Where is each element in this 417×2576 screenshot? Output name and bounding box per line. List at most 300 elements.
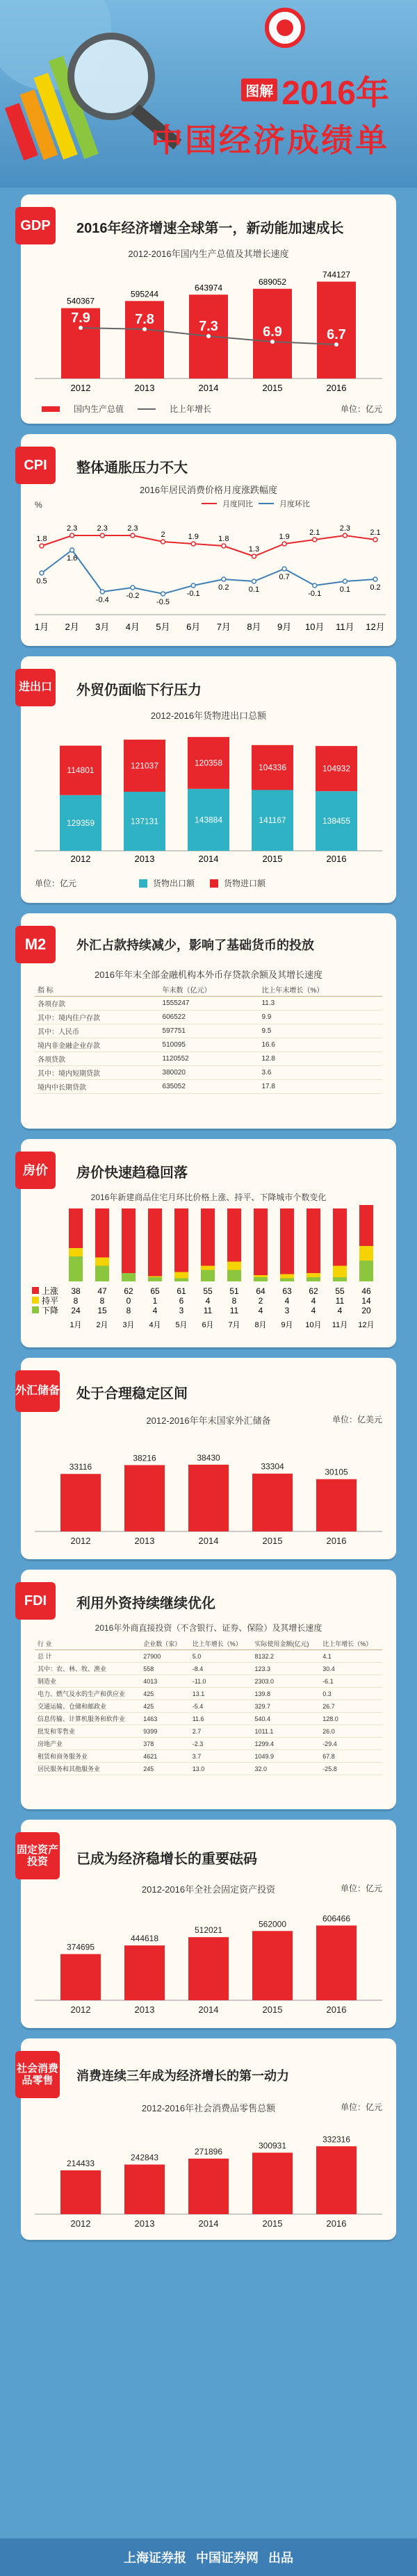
trade-export-label: 141167: [259, 815, 286, 826]
trade-export-label: 138455: [322, 816, 351, 826]
housing-up-value: 51: [229, 1286, 239, 1296]
fai-tick-label: 2012: [70, 2004, 91, 2015]
gdp-growth-point: [79, 326, 83, 330]
housing-up-bar: [280, 1208, 294, 1274]
trade-chart-title: 2012-2016年货物进出口总额: [150, 711, 267, 721]
cpi-point: [222, 544, 226, 548]
forex-value-label: 38430: [197, 1452, 220, 1463]
cpi-point: [282, 542, 286, 546]
footer-suffix: 出品: [268, 2551, 293, 2565]
m2-table-header-cell: 比上年末增长（%）: [259, 983, 382, 997]
fdi-table-cell: -8.4: [192, 1665, 204, 1672]
m2-table-cell: 597751: [162, 1027, 186, 1035]
fdi-table-cell: 123.3: [254, 1665, 271, 1672]
cpi-point: [161, 540, 165, 544]
housing-down-value: 4: [258, 1306, 263, 1315]
m2-table-cell: 1555247: [162, 999, 190, 1007]
fdi-table-row: [35, 1713, 382, 1725]
housing-flat-value: 14: [361, 1296, 371, 1306]
m2-table-row: [35, 1080, 382, 1094]
cpi-value-label: 2: [161, 531, 165, 539]
housing-up-value: 62: [309, 1286, 318, 1296]
fdi-table: [35, 1638, 382, 1775]
trade-tick-label: 2013: [134, 854, 155, 864]
retail-tick-label: 2013: [134, 2218, 155, 2229]
cpi-value-label: 2.3: [339, 524, 351, 533]
fdi-table-cell: -2.3: [192, 1740, 204, 1747]
fdi-table-cell: 32.0: [254, 1765, 268, 1772]
fdi-table-cell: 4621: [143, 1752, 158, 1760]
gdp-tick-label: 2013: [134, 383, 155, 393]
housing-down-value: 11: [203, 1306, 213, 1315]
gdp-legend: [42, 403, 211, 415]
gdp-growth-label: 7.8: [135, 312, 154, 327]
housing-down-value: 4: [152, 1306, 158, 1315]
m2-table-row: [35, 1052, 382, 1066]
forex-card: [15, 1358, 396, 1559]
cpi-value-label: 2.1: [309, 529, 320, 537]
fai-tick-label: 2014: [198, 2004, 219, 2015]
trade-tick-label: 2016: [326, 854, 347, 864]
housing-down-bar: [306, 1277, 320, 1281]
m2-table-cell: 9.9: [261, 1013, 272, 1021]
retail-bar: [60, 2170, 101, 2214]
fdi-table-header-cell: 比上年增长（%）: [190, 1638, 252, 1650]
fdi-table-cell: 4013: [143, 1677, 158, 1685]
fdi-table-cell: 30.4: [322, 1665, 335, 1672]
fdi-table-cell: 425: [143, 1702, 154, 1710]
fdi-table-cell: 540.4: [254, 1715, 271, 1722]
fdi-table-cell: 5.0: [192, 1652, 202, 1660]
fdi-badge: FDI: [15, 1582, 56, 1620]
housing-flat-bar: [254, 1275, 268, 1277]
housing-up-bar: [174, 1208, 188, 1272]
gdp-growth-point: [142, 327, 147, 331]
page-footer: [0, 2538, 417, 2576]
cpi-tick-label: 8月: [247, 622, 261, 632]
fdi-table-cell: 8132.2: [254, 1652, 275, 1660]
forex-tick-label: 2013: [134, 1536, 155, 1546]
fdi-table-cell: -25.8: [322, 1765, 337, 1772]
m2-table-row: [35, 1011, 382, 1024]
fai-card: [16, 1820, 396, 2028]
m2-table-cell: 境内中长期贷款: [38, 1084, 86, 1092]
housing-down-bar: [359, 1261, 373, 1281]
cpi-point: [40, 571, 44, 575]
trade-import-label: 104932: [322, 763, 351, 774]
housing-up-value: 64: [256, 1286, 265, 1296]
cpi-point: [191, 542, 195, 546]
cpi-point: [313, 583, 317, 588]
trade-import-label: 121037: [130, 761, 159, 771]
retail-chart-title: 2012-2016年社会消费品零售总额: [141, 2103, 276, 2113]
fai-unit: 单位：亿元: [340, 1884, 382, 1893]
trade-legend-export: 货物出口额: [153, 879, 195, 888]
fai-bar: [124, 1945, 165, 2000]
fdi-table-cell: 9399: [143, 1727, 158, 1735]
retail-value-label: 300931: [258, 2141, 287, 2151]
retail-bar: [124, 2165, 165, 2214]
housing-flat-bar: [148, 1277, 162, 1278]
fdi-table-cell: 居民服务和其他服务业: [38, 1765, 101, 1772]
gdp-value-label: 689052: [258, 276, 287, 287]
cpi-chart-title: 2016年居民消费价格月度涨跌幅度: [140, 485, 277, 495]
cpi-value-label: 0.2: [218, 583, 229, 592]
housing-tick-label: 1月: [70, 1321, 82, 1329]
m2-table-cell: 606522: [162, 1013, 186, 1021]
trade-import-label: 104336: [258, 763, 287, 773]
housing-tick-label: 10月: [305, 1321, 322, 1329]
housing-down-bar: [148, 1277, 162, 1281]
trade-legend-import: 货物进口额: [224, 879, 266, 888]
fdi-title: 利用外资持续继续优化: [76, 1596, 215, 1611]
gdp-title: 2016年经济增速全球第一，新动能加速成长: [76, 221, 344, 236]
cpi-tick-label: 12月: [366, 622, 385, 632]
housing-up-value: 55: [203, 1286, 213, 1296]
housing-tick-label: 3月: [122, 1321, 135, 1329]
cpi-value-label: 1.3: [248, 545, 260, 554]
m2-table-cell: 510095: [162, 1041, 186, 1049]
trade-import-label: 120358: [194, 758, 223, 768]
cpi-value-label: 1.8: [36, 535, 47, 543]
housing-down-bar: [280, 1279, 294, 1282]
gdp-value-label: 540367: [66, 296, 95, 306]
cpi-tick-label: 7月: [216, 622, 231, 632]
m2-table-cell: 12.8: [261, 1055, 275, 1063]
m2-card: [21, 913, 396, 1129]
cpi-value-label: 0.7: [279, 573, 290, 581]
cpi-tick-label: 11月: [336, 622, 354, 632]
cpi-point: [191, 583, 195, 588]
cpi-point: [70, 533, 74, 538]
retail-value-label: 332316: [322, 2134, 351, 2145]
retail-tick-label: 2015: [262, 2218, 283, 2229]
header-year: 2016年: [281, 75, 389, 112]
trade-card: [18, 656, 396, 903]
fai-value-label: 606466: [322, 1913, 351, 1924]
housing-flat-value: 6: [179, 1296, 184, 1306]
fdi-table-row: [35, 1675, 382, 1688]
m2-table-row: [35, 1038, 382, 1052]
fdi-table-header-cell: 比上年增长（%）: [320, 1638, 382, 1650]
fdi-table-cell: 139.8: [254, 1690, 271, 1697]
cpi-point: [343, 579, 347, 583]
m2-table-cell: 380020: [162, 1069, 186, 1077]
housing-flat-value: 8: [99, 1296, 105, 1306]
cpi-value-label: 0.1: [248, 585, 260, 594]
m2-table-cell: 1120552: [162, 1055, 189, 1063]
housing-up-bar: [306, 1208, 320, 1273]
forex-badge: 外汇储备: [15, 1370, 60, 1412]
housing-down-bar: [174, 1279, 188, 1282]
housing-down-value: 3: [284, 1306, 290, 1315]
retail-value-label: 271896: [194, 2147, 223, 2157]
housing-up-bar: [95, 1208, 109, 1258]
fdi-table-cell: 11.6: [192, 1715, 204, 1722]
cpi-point: [100, 533, 104, 538]
fdi-table-cell: 其中：农、林、牧、渔业: [38, 1665, 107, 1672]
housing-tick-label: 12月: [358, 1321, 375, 1329]
housing-up-bar: [227, 1208, 241, 1262]
trade-legend: [139, 877, 265, 889]
cpi-tick-label: 9月: [277, 622, 292, 632]
m2-table-cell: 境内非金融企业存款: [38, 1042, 100, 1050]
retail-bar: [252, 2152, 293, 2214]
housing-down-bar: [201, 1270, 215, 1282]
m2-table: [35, 983, 382, 1094]
housing-flat-value: 4: [284, 1296, 290, 1306]
fai-tick-label: 2016: [326, 2004, 347, 2015]
gdp-chart-title: 2012-2016年国内生产总值及其增长速度: [128, 249, 289, 259]
cpi-value-label: 0.5: [36, 577, 47, 585]
housing-up-bar: [148, 1208, 162, 1277]
fdi-table-cell: 26.7: [322, 1702, 335, 1710]
cpi-legend: [202, 498, 310, 509]
cpi-value-label: -0.5: [156, 598, 170, 606]
cpi-point: [252, 579, 256, 583]
m2-table-header-cell: 指 标: [35, 983, 160, 997]
fdi-card: [21, 1570, 396, 1809]
housing-up-value: 63: [282, 1286, 292, 1296]
fai-tick-label: 2013: [134, 2004, 155, 2015]
housing-flat-bar: [280, 1274, 294, 1279]
housing-tick-label: 9月: [281, 1321, 293, 1329]
cpi-tick-label: 2月: [65, 622, 79, 632]
fdi-table-row: [35, 1650, 382, 1663]
fdi-table-cell: 信息传输、计算机服务和软件业: [38, 1715, 126, 1722]
gdp-growth-label: 7.9: [71, 310, 90, 326]
fdi-table-cell: 总 计: [38, 1653, 52, 1660]
housing-legend-swatch: [32, 1297, 39, 1304]
footer-org1: 上海证券报: [124, 2551, 186, 2565]
housing-tick-label: 5月: [175, 1321, 188, 1329]
cpi-point: [282, 567, 286, 571]
housing-up-value: 65: [150, 1286, 160, 1296]
gdp-growth-point: [334, 342, 338, 347]
retail-tick-label: 2014: [198, 2218, 219, 2229]
cpi-point: [222, 577, 226, 581]
m2-table-cell: 635052: [162, 1083, 186, 1090]
fdi-table-header-cell: 行 业: [35, 1638, 140, 1650]
m2-table-cell: 其中：人民币: [38, 1029, 79, 1036]
cpi-series-line: [42, 535, 375, 556]
housing-card: [21, 1139, 396, 1347]
housing-down-bar: [69, 1256, 83, 1281]
fdi-table-cell: 电力、燃气及水的生产和供应业: [38, 1690, 126, 1697]
fai-chart: [21, 1896, 396, 2021]
m2-table-cell: 3.6: [261, 1069, 272, 1077]
cpi-value-label: 2.3: [127, 524, 138, 533]
fdi-table-cell: 425: [143, 1690, 154, 1697]
m2-table-row: [35, 1024, 382, 1038]
forex-tick-label: 2012: [70, 1536, 91, 1546]
m2-table-row: [35, 1066, 382, 1080]
fdi-table-header-cell: 企业数（家）: [140, 1638, 189, 1650]
fdi-table-row: [35, 1750, 382, 1763]
m2-title: 外汇占款持续减少，影响了基础货币的投放: [76, 938, 314, 952]
fai-bar: [60, 1954, 101, 2000]
housing-flat-bar: [227, 1262, 241, 1270]
fai-value-label: 512021: [194, 1925, 223, 1936]
cpi-value-label: 1.6: [66, 554, 78, 563]
cpi-tick-label: 6月: [186, 622, 201, 632]
fdi-table-cell: 128.0: [322, 1715, 338, 1722]
retail-chart: [21, 2113, 396, 2235]
trade-export-label: 129359: [66, 817, 95, 828]
cpi-point: [161, 592, 165, 596]
cpi-value-label: 1.8: [218, 535, 229, 543]
cpi-value-label: -0.4: [95, 596, 109, 604]
m2-table-title: 2016年年末全部金融机构本外币存贷款余额及其增长速度: [95, 970, 322, 980]
cpi-point: [131, 585, 135, 590]
cpi-value-label: -0.2: [126, 592, 140, 600]
trade-badge: 进出口: [15, 669, 56, 706]
gdp-tick-label: 2016: [326, 383, 347, 393]
retail-title: 消费连续三年成为经济增长的第一动力: [76, 2069, 289, 2083]
cpi-tick-label: 4月: [125, 622, 140, 632]
housing-flat-value: 0: [126, 1296, 131, 1306]
housing-flat-bar: [333, 1266, 347, 1278]
cpi-point: [131, 533, 135, 538]
gdp-growth-label: 7.3: [199, 319, 218, 334]
m2-table-cell: 17.8: [261, 1083, 275, 1090]
fai-bar: [252, 1931, 293, 2000]
housing-down-bar: [122, 1273, 136, 1281]
gdp-card: [21, 194, 396, 424]
forex-tick-label: 2015: [262, 1536, 283, 1546]
cpi-legend-mom: 月度环比: [279, 500, 310, 508]
fdi-table-cell: 制造业: [38, 1678, 57, 1685]
cpi-value-label: 2.1: [370, 529, 381, 537]
cpi-point: [373, 538, 377, 542]
gdp-tick-label: 2014: [198, 383, 219, 393]
trade-unit: 单位：亿元: [35, 879, 77, 888]
housing-down-value: 15: [97, 1306, 107, 1315]
housing-tick-label: 8月: [254, 1321, 267, 1329]
cpi-title: 整体通胀压力不大: [76, 460, 188, 476]
retail-value-label: 214433: [66, 2158, 95, 2168]
retail-card: [16, 2038, 396, 2240]
fdi-table-row: [35, 1763, 382, 1775]
trade-import-label: 114801: [67, 765, 95, 776]
fdi-table-cell: 26.0: [322, 1727, 335, 1735]
housing-down-value: 4: [337, 1306, 343, 1315]
m2-badge: M2: [15, 926, 56, 963]
fai-tick-label: 2015: [262, 2004, 283, 2015]
housing-up-bar: [254, 1208, 268, 1275]
m2-table-row: [35, 997, 382, 1011]
housing-up-bar: [69, 1208, 83, 1248]
fdi-table-cell: 交通运输、仓储和邮政业: [38, 1703, 107, 1710]
housing-up-bar: [201, 1208, 215, 1266]
housing-flat-value: 4: [311, 1296, 316, 1306]
cpi-point: [373, 577, 377, 581]
housing-legend-swatch: [32, 1306, 39, 1313]
cpi-value-label: 1.9: [188, 533, 199, 541]
forex-bar: [60, 1474, 101, 1531]
housing-flat-value: 8: [73, 1296, 79, 1306]
fai-bar: [188, 1937, 229, 2000]
m2-table-cell: 16.6: [261, 1041, 275, 1049]
trade-export-label: 137131: [130, 816, 159, 826]
gdp-legend-bar: 国内生产总值: [74, 404, 124, 414]
forex-tick-label: 2016: [326, 1536, 347, 1546]
trade-tick-label: 2012: [70, 854, 91, 864]
retail-tick-label: 2012: [70, 2218, 91, 2229]
retail-bar: [188, 2159, 229, 2214]
fdi-table-row: [35, 1663, 382, 1675]
housing-tick-label: 4月: [149, 1321, 161, 1329]
gdp-growth-point: [270, 340, 275, 344]
trade-title: 外贸仍面临下行压力: [76, 683, 202, 698]
m2-table-cell: 9.5: [261, 1027, 272, 1035]
trade-chart: [21, 726, 396, 865]
cpi-point: [40, 544, 44, 548]
forex-tick-label: 2014: [198, 1536, 219, 1546]
fdi-table-cell: -6.1: [322, 1677, 334, 1685]
retail-value-label: 242843: [130, 2152, 159, 2163]
forex-bar: [124, 1465, 165, 1531]
gdp-unit: 单位：亿元: [340, 404, 382, 414]
gdp-tick-label: 2012: [70, 383, 91, 393]
m2-table-cell: 11.3: [261, 999, 275, 1007]
housing-up-value: 55: [335, 1286, 345, 1296]
fdi-table-header-cell: 实际使用金额(亿元): [252, 1638, 320, 1650]
retail-bar: [316, 2146, 357, 2214]
cpi-chart: [21, 510, 396, 639]
gdp-value-label: 595244: [130, 289, 159, 299]
fdi-table-cell: 租赁和商务服务业: [38, 1753, 88, 1760]
gdp-tick-label: 2015: [262, 383, 283, 393]
cpi-value-label: 1.9: [279, 533, 290, 541]
forex-unit: 单位：亿美元: [332, 1415, 382, 1424]
cpi-card: [21, 434, 396, 646]
fdi-table-cell: 13.1: [192, 1690, 205, 1697]
cpi-value-label: -0.1: [308, 590, 322, 598]
housing-down-value: 11: [229, 1306, 239, 1315]
forex-chart-title: 2012-2016年年末国家外汇储备: [146, 1415, 271, 1426]
housing-flat-bar: [359, 1246, 373, 1261]
fai-badge: 固定资产投资: [15, 1832, 60, 1879]
housing-down-bar: [227, 1270, 241, 1282]
housing-chart: [21, 1205, 396, 1344]
forex-chart: [21, 1427, 396, 1552]
cpi-tick-label: 3月: [95, 622, 110, 632]
housing-flat-value: 1: [152, 1296, 158, 1306]
cpi-value-label: 2.3: [97, 524, 108, 533]
cpi-value-label: 0.1: [339, 585, 351, 594]
fdi-table-cell: 329.7: [254, 1702, 271, 1710]
trade-export-label: 143884: [194, 815, 223, 825]
cpi-value-label: 0.2: [370, 583, 381, 592]
housing-flat-bar: [174, 1272, 188, 1279]
housing-down-value: 20: [361, 1306, 371, 1315]
housing-legend-swatch: [32, 1287, 39, 1294]
housing-tick-label: 11月: [332, 1321, 348, 1329]
fdi-table-cell: 558: [143, 1665, 154, 1672]
housing-tick-label: 6月: [202, 1321, 214, 1329]
housing-flat-bar: [201, 1266, 215, 1270]
forex-bar: [252, 1474, 293, 1531]
gdp-value-label: 643974: [194, 283, 223, 293]
housing-flat-value: 8: [231, 1296, 237, 1306]
gdp-chart: [21, 260, 396, 399]
fdi-table-cell: 2303.0: [254, 1677, 275, 1685]
gdp-growth-label: 6.9: [263, 324, 282, 340]
retail-badge: 社会消费品零售: [15, 2051, 60, 2098]
m2-table-cell: 各项贷款: [38, 1056, 65, 1064]
housing-up-value: 38: [71, 1286, 81, 1296]
